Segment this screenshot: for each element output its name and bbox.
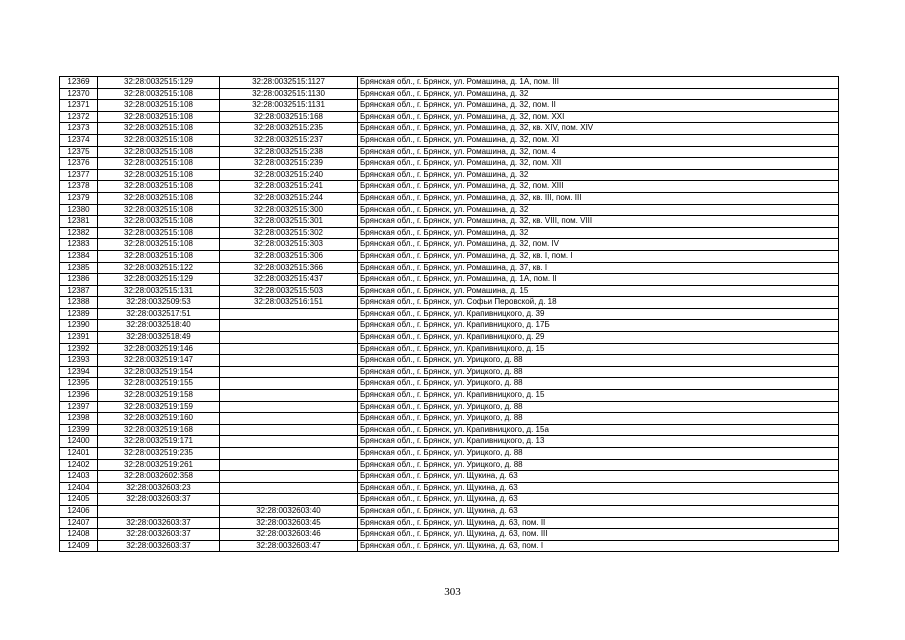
- table-row: [60, 274, 839, 286]
- land-plot-number-cell: 32:28:0032515:108: [98, 216, 220, 228]
- row-number-cell: 12384: [60, 250, 98, 262]
- land-plot-number-cell: 32:28:0032603:37: [98, 494, 220, 506]
- row-number-cell: 12397: [60, 401, 98, 413]
- object-number-cell: [220, 320, 358, 332]
- row-number-cell: 12399: [60, 424, 98, 436]
- table-row: [60, 262, 839, 274]
- address-cell: Брянская обл., г. Брянск, ул. Ромашина, д. 32, пом. IV: [358, 239, 839, 251]
- address-cell: Брянская обл., г. Брянск, ул. Щукина, д. 63: [358, 505, 839, 517]
- object-number-cell: 32:28:0032515:306: [220, 250, 358, 262]
- land-plot-number-cell: 32:28:0032519:158: [98, 390, 220, 402]
- table-row: [60, 494, 839, 506]
- object-number-cell: [220, 401, 358, 413]
- row-number-cell: 12402: [60, 459, 98, 471]
- object-number-cell: 32:28:0032515:437: [220, 274, 358, 286]
- address-cell: Брянская обл., г. Брянск, ул. Ромашина, д. 37, кв. I: [358, 262, 839, 274]
- land-plot-number-cell: 32:28:0032519:171: [98, 436, 220, 448]
- table-row: [60, 146, 839, 158]
- object-number-cell: 32:28:0032515:366: [220, 262, 358, 274]
- land-plot-number-cell: 32:28:0032518:49: [98, 332, 220, 344]
- cadastral-table: [59, 76, 839, 552]
- row-number-cell: 12377: [60, 169, 98, 181]
- table-row: [60, 250, 839, 262]
- land-plot-number-cell: 32:28:0032519:160: [98, 413, 220, 425]
- land-plot-number-cell: 32:28:0032603:37: [98, 529, 220, 541]
- object-number-cell: 32:28:0032515:503: [220, 285, 358, 297]
- table-row: [60, 134, 839, 146]
- row-number-cell: 12380: [60, 204, 98, 216]
- row-number-cell: 12386: [60, 274, 98, 286]
- address-cell: Брянская обл., г. Брянск, ул. Ромашина, д. 32, пом. XII: [358, 158, 839, 170]
- object-number-cell: [220, 343, 358, 355]
- table-row: [60, 320, 839, 332]
- row-number-cell: 12396: [60, 390, 98, 402]
- land-plot-number-cell: 32:28:0032515:108: [98, 146, 220, 158]
- object-number-cell: [220, 308, 358, 320]
- land-plot-number-cell: 32:28:0032515:108: [98, 169, 220, 181]
- table-row: [60, 401, 839, 413]
- table-row: [60, 192, 839, 204]
- table-row: [60, 297, 839, 309]
- table-row: [60, 355, 839, 367]
- land-plot-number-cell: 32:28:0032515:108: [98, 123, 220, 135]
- address-cell: Брянская обл., г. Брянск, ул. Урицкого, д. 88: [358, 448, 839, 460]
- row-number-cell: 12395: [60, 378, 98, 390]
- object-number-cell: [220, 459, 358, 471]
- land-plot-number-cell: 32:28:0032515:108: [98, 158, 220, 170]
- table-row: [60, 482, 839, 494]
- row-number-cell: 12391: [60, 332, 98, 344]
- object-number-cell: 32:28:0032603:45: [220, 517, 358, 529]
- land-plot-number-cell: 32:28:0032518:40: [98, 320, 220, 332]
- row-number-cell: 12393: [60, 355, 98, 367]
- address-cell: Брянская обл., г. Брянск, ул. Ромашина, д. 32, кв. III, пом. III: [358, 192, 839, 204]
- address-cell: Брянская обл., г. Брянск, ул. Урицкого, д. 88: [358, 355, 839, 367]
- land-plot-number-cell: 32:28:0032603:37: [98, 540, 220, 552]
- row-number-cell: 12385: [60, 262, 98, 274]
- address-cell: Брянская обл., г. Брянск, ул. Ромашина, д. 32, кв. VIII, пом. VIII: [358, 216, 839, 228]
- address-cell: Брянская обл., г. Брянск, ул. Крапивницкого, д. 29: [358, 332, 839, 344]
- address-cell: Брянская обл., г. Брянск, ул. Ромашина, д. 32: [358, 169, 839, 181]
- land-plot-number-cell: 32:28:0032509:53: [98, 297, 220, 309]
- address-cell: Брянская обл., г. Брянск, ул. Урицкого, д. 88: [358, 459, 839, 471]
- object-number-cell: 32:28:0032515:301: [220, 216, 358, 228]
- object-number-cell: [220, 448, 358, 460]
- land-plot-number-cell: 32:28:0032515:131: [98, 285, 220, 297]
- row-number-cell: 12409: [60, 540, 98, 552]
- land-plot-number-cell: [98, 505, 220, 517]
- table-row: [60, 239, 839, 251]
- object-number-cell: 32:28:0032515:1130: [220, 88, 358, 100]
- table-body: [60, 77, 839, 552]
- table-row: [60, 181, 839, 193]
- address-cell: Брянская обл., г. Брянск, ул. Ромашина, д. 32, кв. I, пом. I: [358, 250, 839, 262]
- address-cell: Брянская обл., г. Брянск, ул. Ромашина, д. 32: [358, 204, 839, 216]
- table-row: [60, 436, 839, 448]
- land-plot-number-cell: 32:28:0032519:235: [98, 448, 220, 460]
- land-plot-number-cell: 32:28:0032515:108: [98, 250, 220, 262]
- land-plot-number-cell: 32:28:0032517:51: [98, 308, 220, 320]
- address-cell: Брянская обл., г. Брянск, ул. Урицкого, д. 88: [358, 413, 839, 425]
- row-number-cell: 12369: [60, 77, 98, 89]
- table-row: [60, 540, 839, 552]
- table-row: [60, 332, 839, 344]
- address-cell: Брянская обл., г. Брянск, ул. Крапивницкого, д. 15: [358, 390, 839, 402]
- row-number-cell: 12406: [60, 505, 98, 517]
- object-number-cell: [220, 482, 358, 494]
- table-row: [60, 529, 839, 541]
- row-number-cell: 12388: [60, 297, 98, 309]
- object-number-cell: [220, 390, 358, 402]
- row-number-cell: 12374: [60, 134, 98, 146]
- address-cell: Брянская обл., г. Брянск, ул. Ромашина, д. 32, пом. II: [358, 100, 839, 112]
- land-plot-number-cell: 32:28:0032515:108: [98, 239, 220, 251]
- land-plot-number-cell: 32:28:0032515:108: [98, 134, 220, 146]
- land-plot-number-cell: 32:28:0032603:37: [98, 517, 220, 529]
- table-row: [60, 308, 839, 320]
- row-number-cell: 12405: [60, 494, 98, 506]
- table-row: [60, 100, 839, 112]
- object-number-cell: [220, 413, 358, 425]
- land-plot-number-cell: 32:28:0032602:358: [98, 471, 220, 483]
- row-number-cell: 12375: [60, 146, 98, 158]
- row-number-cell: 12382: [60, 227, 98, 239]
- address-cell: Брянская обл., г. Брянск, ул. Щукина, д. 63, пом. III: [358, 529, 839, 541]
- object-number-cell: 32:28:0032515:302: [220, 227, 358, 239]
- object-number-cell: [220, 471, 358, 483]
- object-number-cell: 32:28:0032515:1131: [220, 100, 358, 112]
- object-number-cell: 32:28:0032603:40: [220, 505, 358, 517]
- land-plot-number-cell: 32:28:0032515:108: [98, 204, 220, 216]
- table-row: [60, 390, 839, 402]
- row-number-cell: 12381: [60, 216, 98, 228]
- land-plot-number-cell: 32:28:0032519:159: [98, 401, 220, 413]
- object-number-cell: [220, 436, 358, 448]
- address-cell: Брянская обл., г. Брянск, ул. Ромашина, д. 32, пом. XIII: [358, 181, 839, 193]
- address-cell: Брянская обл., г. Брянск, ул. Софьи Перовской, д. 18: [358, 297, 839, 309]
- row-number-cell: 12394: [60, 366, 98, 378]
- object-number-cell: 32:28:0032515:303: [220, 239, 358, 251]
- object-number-cell: [220, 424, 358, 436]
- row-number-cell: 12408: [60, 529, 98, 541]
- object-number-cell: [220, 332, 358, 344]
- table-row: [60, 413, 839, 425]
- table-row: [60, 471, 839, 483]
- address-cell: Брянская обл., г. Брянск, ул. Щукина, д. 63, пом. I: [358, 540, 839, 552]
- object-number-cell: 32:28:0032515:168: [220, 111, 358, 123]
- object-number-cell: 32:28:0032603:47: [220, 540, 358, 552]
- table-row: [60, 77, 839, 89]
- land-plot-number-cell: 32:28:0032515:108: [98, 100, 220, 112]
- row-number-cell: 12404: [60, 482, 98, 494]
- address-cell: Брянская обл., г. Брянск, ул. Щукина, д. 63, пом. II: [358, 517, 839, 529]
- address-cell: Брянская обл., г. Брянск, ул. Щукина, д. 63: [358, 471, 839, 483]
- table-row: [60, 227, 839, 239]
- object-number-cell: 32:28:0032515:241: [220, 181, 358, 193]
- object-number-cell: [220, 355, 358, 367]
- table-row: [60, 517, 839, 529]
- row-number-cell: 12378: [60, 181, 98, 193]
- address-cell: Брянская обл., г. Брянск, ул. Ромашина, д. 1А, пом. II: [358, 274, 839, 286]
- table-row: [60, 123, 839, 135]
- row-number-cell: 12373: [60, 123, 98, 135]
- table-row: [60, 88, 839, 100]
- land-plot-number-cell: 32:28:0032515:108: [98, 227, 220, 239]
- row-number-cell: 12392: [60, 343, 98, 355]
- address-cell: Брянская обл., г. Брянск, ул. Ромашина, д. 32: [358, 227, 839, 239]
- row-number-cell: 12403: [60, 471, 98, 483]
- address-cell: Брянская обл., г. Брянск, ул. Урицкого, д. 88: [358, 401, 839, 413]
- address-cell: Брянская обл., г. Брянск, ул. Ромашина, д. 15: [358, 285, 839, 297]
- land-plot-number-cell: 32:28:0032515:108: [98, 111, 220, 123]
- object-number-cell: 32:28:0032515:240: [220, 169, 358, 181]
- table-row: [60, 378, 839, 390]
- land-plot-number-cell: 32:28:0032519:168: [98, 424, 220, 436]
- object-number-cell: 32:28:0032515:238: [220, 146, 358, 158]
- table-row: [60, 366, 839, 378]
- row-number-cell: 12407: [60, 517, 98, 529]
- row-number-cell: 12376: [60, 158, 98, 170]
- object-number-cell: [220, 378, 358, 390]
- land-plot-number-cell: 32:28:0032515:108: [98, 88, 220, 100]
- address-cell: Брянская обл., г. Брянск, ул. Урицкого, д. 88: [358, 378, 839, 390]
- object-number-cell: 32:28:0032603:46: [220, 529, 358, 541]
- land-plot-number-cell: 32:28:0032515:122: [98, 262, 220, 274]
- table-row: [60, 343, 839, 355]
- land-plot-number-cell: 32:28:0032519:261: [98, 459, 220, 471]
- address-cell: Брянская обл., г. Брянск, ул. Крапивницкого, д. 13: [358, 436, 839, 448]
- row-number-cell: 12383: [60, 239, 98, 251]
- object-number-cell: 32:28:0032515:237: [220, 134, 358, 146]
- address-cell: Брянская обл., г. Брянск, ул. Ромашина, д. 1А, пом. III: [358, 77, 839, 89]
- address-cell: Брянская обл., г. Брянск, ул. Урицкого, д. 88: [358, 366, 839, 378]
- row-number-cell: 12387: [60, 285, 98, 297]
- row-number-cell: 12389: [60, 308, 98, 320]
- table-row: [60, 111, 839, 123]
- land-plot-number-cell: 32:28:0032519:155: [98, 378, 220, 390]
- address-cell: Брянская обл., г. Брянск, ул. Ромашина, д. 32, пом. 4: [358, 146, 839, 158]
- row-number-cell: 12371: [60, 100, 98, 112]
- land-plot-number-cell: 32:28:0032519:146: [98, 343, 220, 355]
- table-row: [60, 204, 839, 216]
- object-number-cell: 32:28:0032515:235: [220, 123, 358, 135]
- object-number-cell: [220, 494, 358, 506]
- land-plot-number-cell: 32:28:0032515:129: [98, 77, 220, 89]
- object-number-cell: 32:28:0032515:300: [220, 204, 358, 216]
- table-row: [60, 505, 839, 517]
- table-row: [60, 216, 839, 228]
- land-plot-number-cell: 32:28:0032603:23: [98, 482, 220, 494]
- address-cell: Брянская обл., г. Брянск, ул. Ромашина, д. 32, пом. XXI: [358, 111, 839, 123]
- land-plot-number-cell: 32:28:0032515:108: [98, 181, 220, 193]
- object-number-cell: 32:28:0032515:244: [220, 192, 358, 204]
- address-cell: Брянская обл., г. Брянск, ул. Щукина, д. 63: [358, 482, 839, 494]
- page-number: 303: [444, 586, 461, 598]
- object-number-cell: 32:28:0032516:151: [220, 297, 358, 309]
- table-row: [60, 285, 839, 297]
- table-row: [60, 448, 839, 460]
- address-cell: Брянская обл., г. Брянск, ул. Ромашина, д. 32, кв. XIV, пом. XIV: [358, 123, 839, 135]
- row-number-cell: 12370: [60, 88, 98, 100]
- row-number-cell: 12379: [60, 192, 98, 204]
- land-plot-number-cell: 32:28:0032515:129: [98, 274, 220, 286]
- address-cell: Брянская обл., г. Брянск, ул. Ромашина, д. 32: [358, 88, 839, 100]
- row-number-cell: 12372: [60, 111, 98, 123]
- row-number-cell: 12400: [60, 436, 98, 448]
- row-number-cell: 12401: [60, 448, 98, 460]
- address-cell: Брянская обл., г. Брянск, ул. Ромашина, д. 32, пом. XI: [358, 134, 839, 146]
- table-row: [60, 459, 839, 471]
- table-row: [60, 424, 839, 436]
- land-plot-number-cell: 32:28:0032519:147: [98, 355, 220, 367]
- address-cell: Брянская обл., г. Брянск, ул. Крапивницкого, д. 39: [358, 308, 839, 320]
- table-row: [60, 169, 839, 181]
- address-cell: Брянская обл., г. Брянск, ул. Щукина, д. 63: [358, 494, 839, 506]
- table-row: [60, 158, 839, 170]
- object-number-cell: 32:28:0032515:1127: [220, 77, 358, 89]
- land-plot-number-cell: 32:28:0032515:108: [98, 192, 220, 204]
- object-number-cell: [220, 366, 358, 378]
- object-number-cell: 32:28:0032515:239: [220, 158, 358, 170]
- row-number-cell: 12390: [60, 320, 98, 332]
- land-plot-number-cell: 32:28:0032519:154: [98, 366, 220, 378]
- address-cell: Брянская обл., г. Брянск, ул. Крапивницкого, д. 15: [358, 343, 839, 355]
- address-cell: Брянская обл., г. Брянск, ул. Крапивницкого, д. 17Б: [358, 320, 839, 332]
- row-number-cell: 12398: [60, 413, 98, 425]
- address-cell: Брянская обл., г. Брянск, ул. Крапивницкого, д. 15а: [358, 424, 839, 436]
